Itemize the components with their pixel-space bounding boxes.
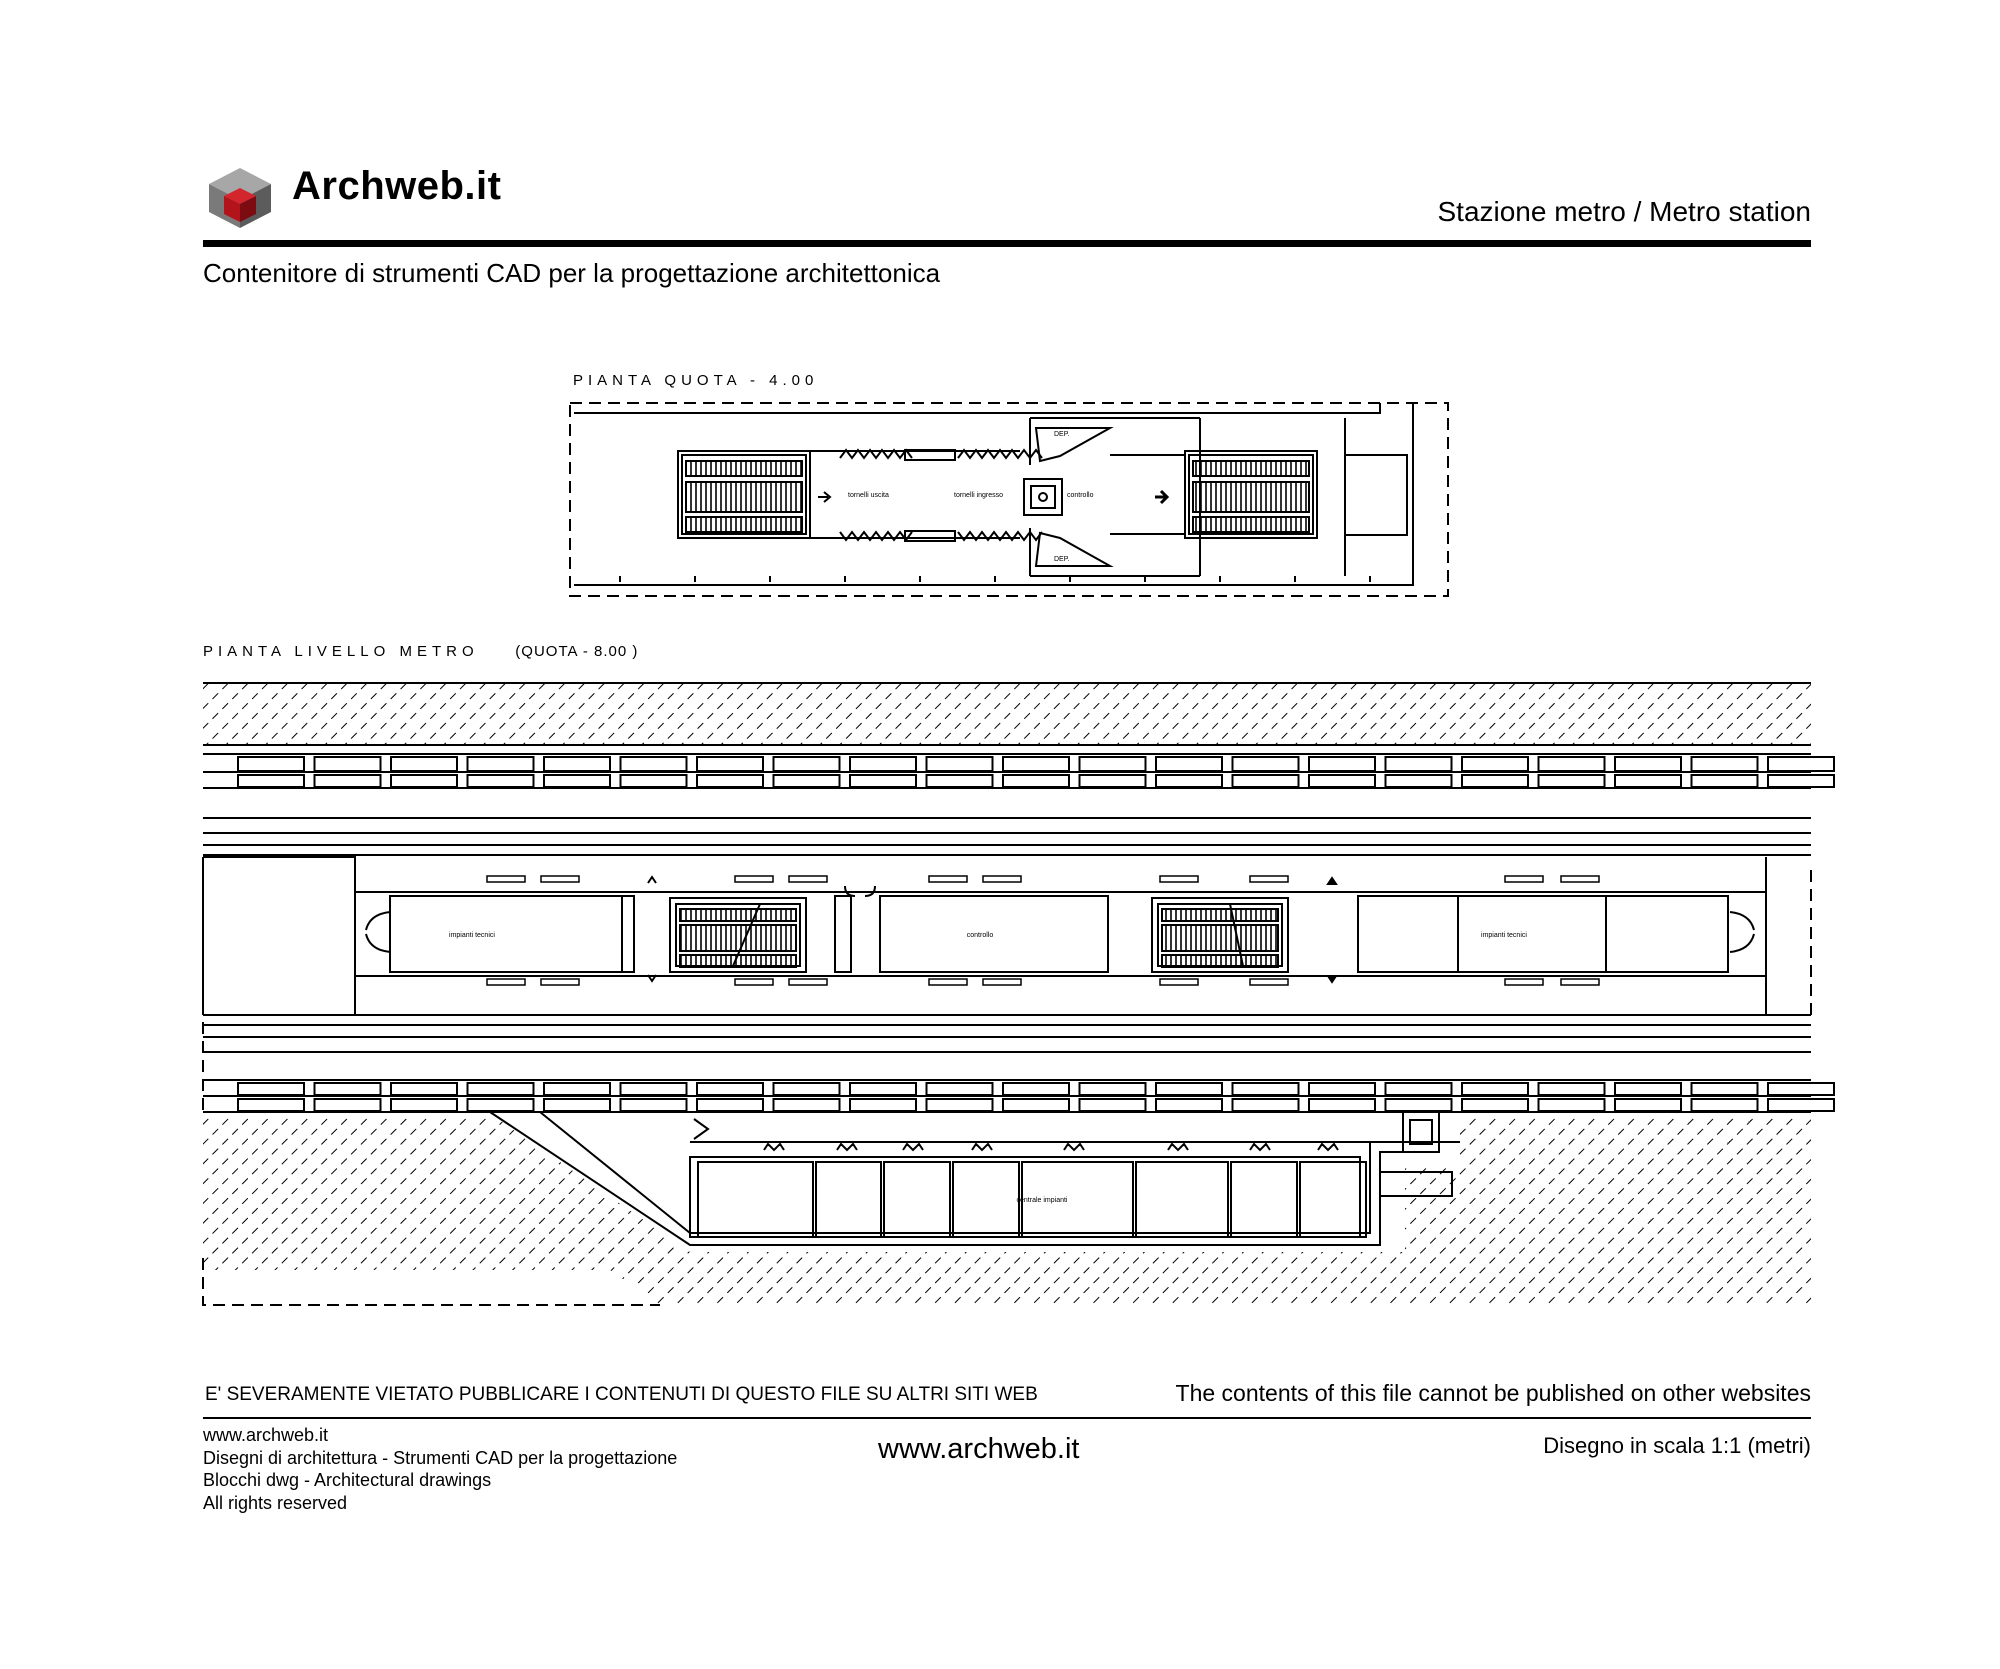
track-sleeper: [1462, 1099, 1528, 1111]
track-sleeper: [544, 1099, 610, 1111]
track-sleeper: [544, 1083, 610, 1095]
footer-info: [203, 1424, 677, 1514]
platform-bench: [929, 876, 967, 882]
plan-bottom-label: PIANTA LIVELLO METRO: [203, 643, 479, 660]
platform-bench: [1505, 979, 1543, 985]
track-sleeper: [1233, 775, 1299, 787]
track-sleeper: [697, 757, 763, 771]
impianti-right-label: impianti tecnici: [1481, 932, 1527, 939]
track-sleeper: [1615, 775, 1681, 787]
platform-bench: [735, 979, 773, 985]
platform-bench: [1160, 876, 1198, 882]
tornelli-uscita-label: tornelli uscita: [848, 492, 889, 499]
platform-bench: [929, 979, 967, 985]
platform-bench: [983, 979, 1021, 985]
platform-bench: [1160, 979, 1198, 985]
platform-bench: [735, 876, 773, 882]
track-sleeper: [1233, 757, 1299, 771]
track-sleeper: [238, 1083, 304, 1095]
track-sleeper: [850, 775, 916, 787]
track-sleeper: [1309, 1099, 1375, 1111]
track-sleeper: [1309, 775, 1375, 787]
track-sleeper: [1309, 1083, 1375, 1095]
track-sleeper: [621, 775, 687, 787]
scale-note: Disegno in scala 1:1 (metri): [1543, 1433, 1811, 1458]
track-sleeper: [1156, 1083, 1222, 1095]
track-sleeper: [1386, 775, 1452, 787]
track-sleeper: [544, 775, 610, 787]
warning-italian: E' SEVERAMENTE VIETATO PUBBLICARE I CONTENUTI DI QUESTO FILE SU ALTRI SITI WEB: [205, 1384, 1038, 1405]
page-title: Stazione metro / Metro station: [1437, 196, 1811, 227]
track-sleeper: [1768, 757, 1834, 771]
track-sleeper: [621, 757, 687, 771]
track-sleeper: [774, 775, 840, 787]
track-sleeper: [238, 775, 304, 787]
platform-bench: [541, 979, 579, 985]
platform-bench: [541, 876, 579, 882]
tornelli-ingresso-label: tornelli ingresso: [954, 492, 1004, 499]
controllo-bottom-label: controllo: [966, 932, 994, 939]
track-sleeper: [927, 775, 993, 787]
track-sleeper: [468, 757, 534, 771]
track-sleeper: [1539, 775, 1605, 787]
platform-bench: [789, 876, 827, 882]
footer-info-line: www.archweb.it: [203, 1425, 329, 1445]
track-sleeper: [697, 775, 763, 787]
track-sleeper: [927, 1099, 993, 1111]
platform-bench: [487, 876, 525, 882]
track-sleeper: [1386, 1099, 1452, 1111]
track-sleeper: [1003, 775, 1069, 787]
track-sleeper: [1309, 757, 1375, 771]
track-sleeper: [391, 757, 457, 771]
track-sleeper: [774, 1083, 840, 1095]
track-sleeper: [1080, 1083, 1146, 1095]
track-sleeper: [1615, 1083, 1681, 1095]
platform-bench: [1250, 979, 1288, 985]
track-sleeper: [1080, 775, 1146, 787]
track-sleeper: [850, 1099, 916, 1111]
track-sleeper: [1768, 775, 1834, 787]
track-sleeper: [774, 757, 840, 771]
footer-info-line: Disegni di architettura - Strumenti CAD per la progettazione: [203, 1447, 678, 1468]
track-sleeper: [697, 1083, 763, 1095]
track-sleeper: [315, 1083, 381, 1095]
track-sleeper: [391, 1099, 457, 1111]
brand-name: Archweb.it: [292, 164, 502, 208]
dep-top-label: DEP.: [1054, 431, 1070, 438]
track-sleeper: [238, 757, 304, 771]
footer-info-line: Blocchi dwg - Architectural drawings: [203, 1470, 492, 1490]
footer-url[interactable]: www.archweb.it: [878, 1433, 1080, 1465]
track-sleeper: [1462, 1083, 1528, 1095]
track-sleeper: [850, 757, 916, 771]
track-sleeper: [1768, 1083, 1834, 1095]
track-sleeper: [468, 775, 534, 787]
track-sleeper: [1003, 1083, 1069, 1095]
centrale-impianti-label: centrale impianti: [1016, 1197, 1068, 1204]
track-sleeper: [1462, 757, 1528, 771]
track-sleeper: [1080, 1099, 1146, 1111]
track-sleeper: [1539, 1099, 1605, 1111]
track-sleeper: [1233, 1083, 1299, 1095]
track-sleeper: [1003, 757, 1069, 771]
track-sleeper: [1692, 1083, 1758, 1095]
platform-bench: [1561, 979, 1599, 985]
platform-bench: [1505, 876, 1543, 882]
track-sleeper: [621, 1099, 687, 1111]
track-sleeper: [1692, 1099, 1758, 1111]
impianti-left-label: impianti tecnici: [449, 932, 495, 939]
track-sleeper: [315, 1099, 381, 1111]
track-sleeper: [697, 1099, 763, 1111]
track-sleeper: [621, 1083, 687, 1095]
platform-bench: [1561, 876, 1599, 882]
platform-bench: [789, 979, 827, 985]
platform-bench: [983, 876, 1021, 882]
warning-english: The contents of this file cannot be published on other websites: [1175, 1380, 1811, 1406]
track-sleeper: [927, 757, 993, 771]
track-sleeper: [774, 1099, 840, 1111]
plan-top: [570, 403, 1448, 596]
track-sleeper: [1692, 775, 1758, 787]
footer-info-line: All rights reserved: [203, 1492, 348, 1513]
track-sleeper: [850, 1083, 916, 1095]
track-sleeper: [1386, 757, 1452, 771]
track-sleeper: [1539, 1083, 1605, 1095]
track-sleeper: [238, 1099, 304, 1111]
footer-divider: [203, 1417, 1811, 1419]
track-sleeper: [1615, 1099, 1681, 1111]
controllo-top-label: controllo: [1067, 492, 1094, 499]
track-sleeper: [315, 757, 381, 771]
platform-bench: [1250, 876, 1288, 882]
plan-top-label: PIANTA QUOTA - 4.00: [573, 372, 819, 389]
plan-bottom-quota: (QUOTA - 8.00 ): [515, 643, 639, 660]
track-sleeper: [927, 1083, 993, 1095]
track-sleeper: [1003, 1099, 1069, 1111]
track-sleeper: [1462, 775, 1528, 787]
track-sleeper: [1233, 1099, 1299, 1111]
page-subtitle: Contenitore di strumenti CAD per la progettazione architettonica: [203, 258, 941, 288]
track-sleeper: [1156, 1099, 1222, 1111]
dep-bottom-label: DEP.: [1054, 556, 1070, 563]
track-sleeper: [1692, 757, 1758, 771]
track-sleeper: [468, 1099, 534, 1111]
track-sleeper: [544, 757, 610, 771]
track-sleeper: [1386, 1083, 1452, 1095]
track-sleeper: [391, 1083, 457, 1095]
track-sleeper: [1768, 1099, 1834, 1111]
track-sleeper: [315, 775, 381, 787]
track-sleeper: [1080, 757, 1146, 771]
track-sleeper: [391, 775, 457, 787]
track-sleeper: [468, 1083, 534, 1095]
plan-bottom: [203, 683, 1834, 1305]
track-sleeper: [1615, 757, 1681, 771]
track-sleeper: [1156, 757, 1222, 771]
track-sleeper: [1539, 757, 1605, 771]
platform-bench: [487, 979, 525, 985]
track-sleeper: [1156, 775, 1222, 787]
